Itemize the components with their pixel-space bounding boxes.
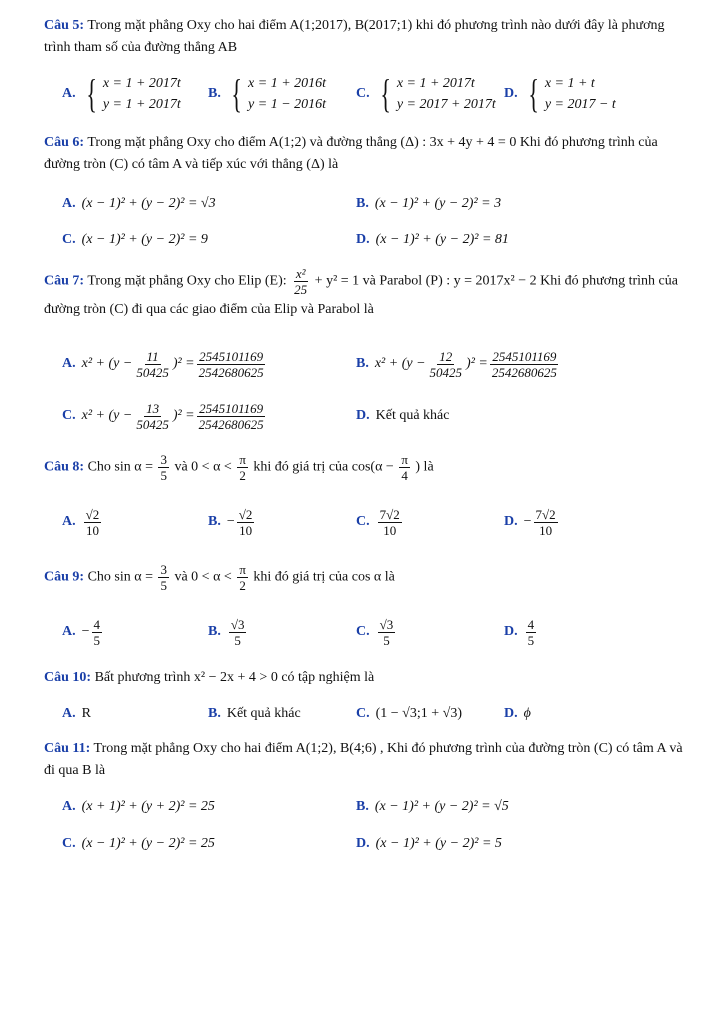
option-text: )² =	[172, 408, 195, 423]
option-text: x² + (y −	[81, 356, 133, 371]
options-row-q11b	[62, 822, 692, 866]
fraction	[378, 507, 402, 538]
question-text: khi đó giá trị của cos(α −	[253, 459, 394, 475]
system-line: y = 2017 + 2017t	[396, 97, 496, 112]
fraction-numerator: 4	[93, 616, 101, 632]
equation-system	[376, 73, 496, 115]
option-text: x² + (y −	[81, 408, 133, 423]
question-text: Bất phương trình x² − 2x + 4 > 0 có tập nghiệm là	[94, 670, 375, 685]
option-text: Kết quả khác	[375, 408, 450, 423]
option-letter: C.	[356, 706, 370, 721]
system-line: x = 1 + 2017t	[102, 76, 181, 91]
option-sign: −	[226, 514, 235, 529]
equation-system	[524, 73, 616, 115]
question-9	[44, 562, 692, 593]
fraction-denominator: 10	[85, 522, 99, 538]
brace-icon: {	[85, 71, 97, 116]
option-d[interactable]	[356, 822, 502, 866]
option-letter: B.	[356, 356, 369, 371]
equation-system	[227, 73, 326, 115]
fraction-numerator: 3	[160, 452, 167, 467]
fraction	[399, 452, 410, 483]
fraction-numerator: 7√2	[535, 506, 556, 522]
question-label: Câu 7:	[44, 273, 85, 289]
option-letter: C.	[356, 514, 370, 529]
options-row-q6b	[62, 218, 692, 262]
question-label: Câu 8:	[44, 459, 85, 475]
fraction-numerator: π	[401, 452, 408, 467]
fraction-denominator: 2542680625	[491, 364, 557, 380]
option-letter: A.	[62, 196, 76, 211]
fraction	[237, 507, 255, 538]
option-a[interactable]	[62, 72, 181, 116]
fraction	[490, 349, 559, 380]
question-text: khi đó giá trị của cos α là	[253, 569, 395, 585]
system-line: y = 1 − 2016t	[248, 97, 327, 112]
question-text: Cho sin α =	[87, 459, 153, 475]
question-text: và 0 < α <	[174, 569, 232, 585]
question-10	[44, 667, 692, 689]
option-letter: B.	[208, 514, 221, 529]
option-letter: A.	[62, 356, 76, 371]
option-text: (x − 1)² + (y − 2)² = 81	[375, 232, 509, 247]
option-d[interactable]	[504, 610, 538, 654]
option-letter: C.	[62, 232, 76, 247]
option-text: R	[81, 706, 91, 721]
fraction-numerator: 3	[160, 562, 167, 577]
question-text: Cho sin α =	[87, 569, 153, 585]
option-letter: A.	[62, 706, 76, 721]
question-8	[44, 452, 692, 483]
fraction	[237, 452, 248, 483]
option-text: (x − 1)² + (y − 2)² = 3	[374, 196, 502, 211]
option-d[interactable]	[504, 72, 616, 116]
fraction-denominator: 5	[93, 632, 101, 648]
option-b[interactable]	[208, 692, 301, 736]
option-a[interactable]	[62, 342, 268, 386]
fraction	[237, 562, 248, 593]
option-sign: −	[81, 624, 90, 639]
option-b[interactable]	[208, 500, 256, 544]
fraction-denominator: 10	[539, 522, 553, 538]
question-label: Câu 11:	[44, 741, 91, 756]
system-line: x = 1 + 2017t	[396, 76, 475, 91]
question-label: Câu 10:	[44, 670, 92, 685]
options-row-q9	[62, 610, 692, 654]
fraction	[197, 401, 266, 432]
option-letter: C.	[356, 86, 370, 101]
question-text: Trong mặt phẳng Oxy cho hai điểm A(1;2017), B(2017;1) khi đó phương trình nào dưới đây là phương trình tham số của đường thẳng AB	[44, 18, 665, 55]
question-text: Trong mặt phẳng Oxy cho điểm A(1;2) và đường thẳng (Δ) : 3x + 4y + 4 = 0 Khi đó phương trình của đường tròn (C) có tâm A và tiếp xúc với thẳng (Δ) là	[44, 135, 658, 172]
fraction	[134, 349, 171, 380]
fraction-numerator: π	[239, 452, 246, 467]
fraction-numerator: x²	[295, 266, 306, 281]
fraction-denominator: 5	[383, 632, 390, 648]
option-d[interactable]	[504, 692, 531, 736]
option-letter: D.	[504, 624, 518, 639]
question-text: Trong mặt phẳng Oxy cho Elip (E):	[87, 273, 287, 289]
fraction-numerator: π	[239, 562, 246, 577]
question-text: + y² = 1 và Parabol (P) : y = 2017x² − 2 Khi đó phương trình của đường tròn (C) đi qua các giao điểm của Elip và Parabol là	[44, 273, 678, 317]
fraction-numerator: 12	[439, 348, 453, 364]
fraction-denominator: 5	[160, 468, 167, 483]
question-text: ) là	[415, 459, 434, 475]
option-text: x² + (y −	[374, 356, 426, 371]
option-c[interactable]	[62, 822, 215, 866]
fraction-numerator: 7√2	[379, 506, 400, 522]
fraction	[292, 266, 309, 297]
option-text: )² =	[172, 356, 195, 371]
fraction-numerator: √3	[230, 616, 245, 632]
option-letter: D.	[504, 706, 518, 721]
option-b[interactable]	[356, 342, 561, 386]
option-letter: D.	[504, 514, 518, 529]
fraction	[534, 507, 558, 538]
fraction	[158, 562, 169, 593]
question-5	[44, 15, 692, 59]
fraction-numerator: √2	[85, 506, 100, 522]
option-letter: C.	[356, 624, 370, 639]
question-text: và 0 < α <	[174, 459, 232, 475]
fraction-numerator: 2545101169	[492, 348, 557, 364]
fraction	[229, 617, 247, 648]
option-a[interactable]	[62, 500, 103, 544]
fraction	[134, 401, 171, 432]
option-letter: A.	[62, 86, 76, 101]
question-label: Câu 5:	[44, 18, 85, 33]
question-label: Câu 6:	[44, 135, 85, 150]
equation-system	[82, 73, 181, 115]
options-row-q7b	[62, 394, 692, 438]
fraction	[197, 349, 266, 380]
brace-icon: {	[527, 71, 539, 116]
option-text: Kết quả khác	[226, 706, 301, 721]
system-line: y = 1 + 2017t	[102, 97, 181, 112]
fraction	[378, 617, 396, 648]
brace-icon: {	[379, 71, 391, 116]
fraction-denominator: 25	[294, 282, 308, 297]
fraction-numerator: 2545101169	[199, 400, 264, 416]
option-b[interactable]	[208, 610, 248, 654]
fraction	[526, 617, 537, 648]
question-6	[44, 132, 692, 176]
option-c[interactable]	[356, 610, 397, 654]
option-text: (x − 1)² + (y − 2)² = 25	[81, 836, 215, 851]
option-b[interactable]	[208, 72, 326, 116]
fraction-denominator: 2542680625	[198, 364, 264, 380]
fraction	[158, 452, 169, 483]
fraction-denominator: 5	[527, 632, 535, 648]
option-text: )² =	[466, 356, 488, 371]
fraction-denominator: 50425	[136, 416, 169, 432]
option-letter: B.	[356, 196, 369, 211]
option-sign: −	[523, 514, 532, 529]
fraction	[92, 617, 103, 648]
option-d[interactable]	[356, 394, 449, 438]
system-line: x = 1 + 2016t	[248, 76, 327, 91]
fraction-denominator: 50425	[429, 364, 463, 380]
option-letter: B.	[208, 86, 221, 101]
fraction	[84, 507, 102, 538]
fraction-denominator: 4	[401, 468, 408, 483]
fraction-numerator: √3	[379, 616, 394, 632]
fraction-denominator: 5	[160, 578, 167, 593]
option-c[interactable]	[356, 500, 404, 544]
option-letter: C.	[62, 836, 76, 851]
option-letter: B.	[208, 624, 221, 639]
option-letter: B.	[208, 706, 221, 721]
fraction-denominator: 5	[234, 632, 241, 648]
option-text: (x + 1)² + (y + 2)² = 25	[81, 799, 215, 814]
option-letter: B.	[356, 799, 369, 814]
fraction-numerator: 2545101169	[199, 348, 264, 364]
system-line: y = 2017 − t	[544, 97, 616, 112]
fraction-denominator: 10	[383, 522, 397, 538]
option-d[interactable]	[356, 218, 509, 262]
option-text: (1 − √3;1 + √3)	[375, 706, 462, 721]
fraction-numerator: 13	[146, 400, 160, 416]
option-letter: A.	[62, 624, 76, 639]
system-line: x = 1 + t	[544, 76, 595, 91]
option-text: (x − 1)² + (y − 2)² = √5	[374, 799, 509, 814]
option-text: ϕ	[523, 706, 531, 721]
option-c[interactable]	[62, 218, 208, 262]
option-c[interactable]	[356, 72, 496, 116]
fraction-denominator: 2	[239, 578, 246, 593]
option-letter: A.	[62, 799, 76, 814]
options-row-q7a	[62, 342, 692, 386]
fraction	[428, 349, 465, 380]
brace-icon: {	[231, 71, 242, 116]
fraction-numerator: 11	[146, 348, 159, 364]
question-text: Trong mặt phẳng Oxy cho hai điểm A(1;2), B(4;6) , Khi đó phương trình của đường tròn (C) có tâm A và đi qua B là	[44, 741, 683, 778]
option-d[interactable]	[504, 500, 560, 544]
option-a[interactable]	[62, 610, 104, 654]
fraction-denominator: 2542680625	[198, 416, 264, 432]
option-letter: D.	[356, 232, 370, 247]
option-text: (x − 1)² + (y − 2)² = 9	[81, 232, 208, 247]
option-c[interactable]	[356, 692, 462, 736]
options-row-q5	[62, 72, 692, 116]
options-row-q10	[62, 692, 692, 736]
options-row-q8	[62, 500, 692, 544]
fraction-numerator: 4	[527, 616, 535, 632]
option-letter: D.	[356, 836, 370, 851]
option-letter: A.	[62, 514, 76, 529]
fraction-denominator: 10	[239, 522, 253, 538]
fraction-numerator: √2	[238, 506, 253, 522]
fraction-denominator: 50425	[136, 364, 169, 380]
option-letter: D.	[356, 408, 370, 423]
option-text: (x − 1)² + (y − 2)² = √3	[81, 196, 216, 211]
option-letter: C.	[62, 408, 76, 423]
option-c[interactable]	[62, 394, 268, 438]
option-letter: D.	[504, 86, 518, 101]
question-label: Câu 9:	[44, 569, 85, 585]
fraction-denominator: 2	[239, 468, 246, 483]
question-7	[44, 266, 692, 323]
option-text: (x − 1)² + (y − 2)² = 5	[375, 836, 502, 851]
option-a[interactable]	[62, 692, 91, 736]
question-11	[44, 738, 692, 782]
